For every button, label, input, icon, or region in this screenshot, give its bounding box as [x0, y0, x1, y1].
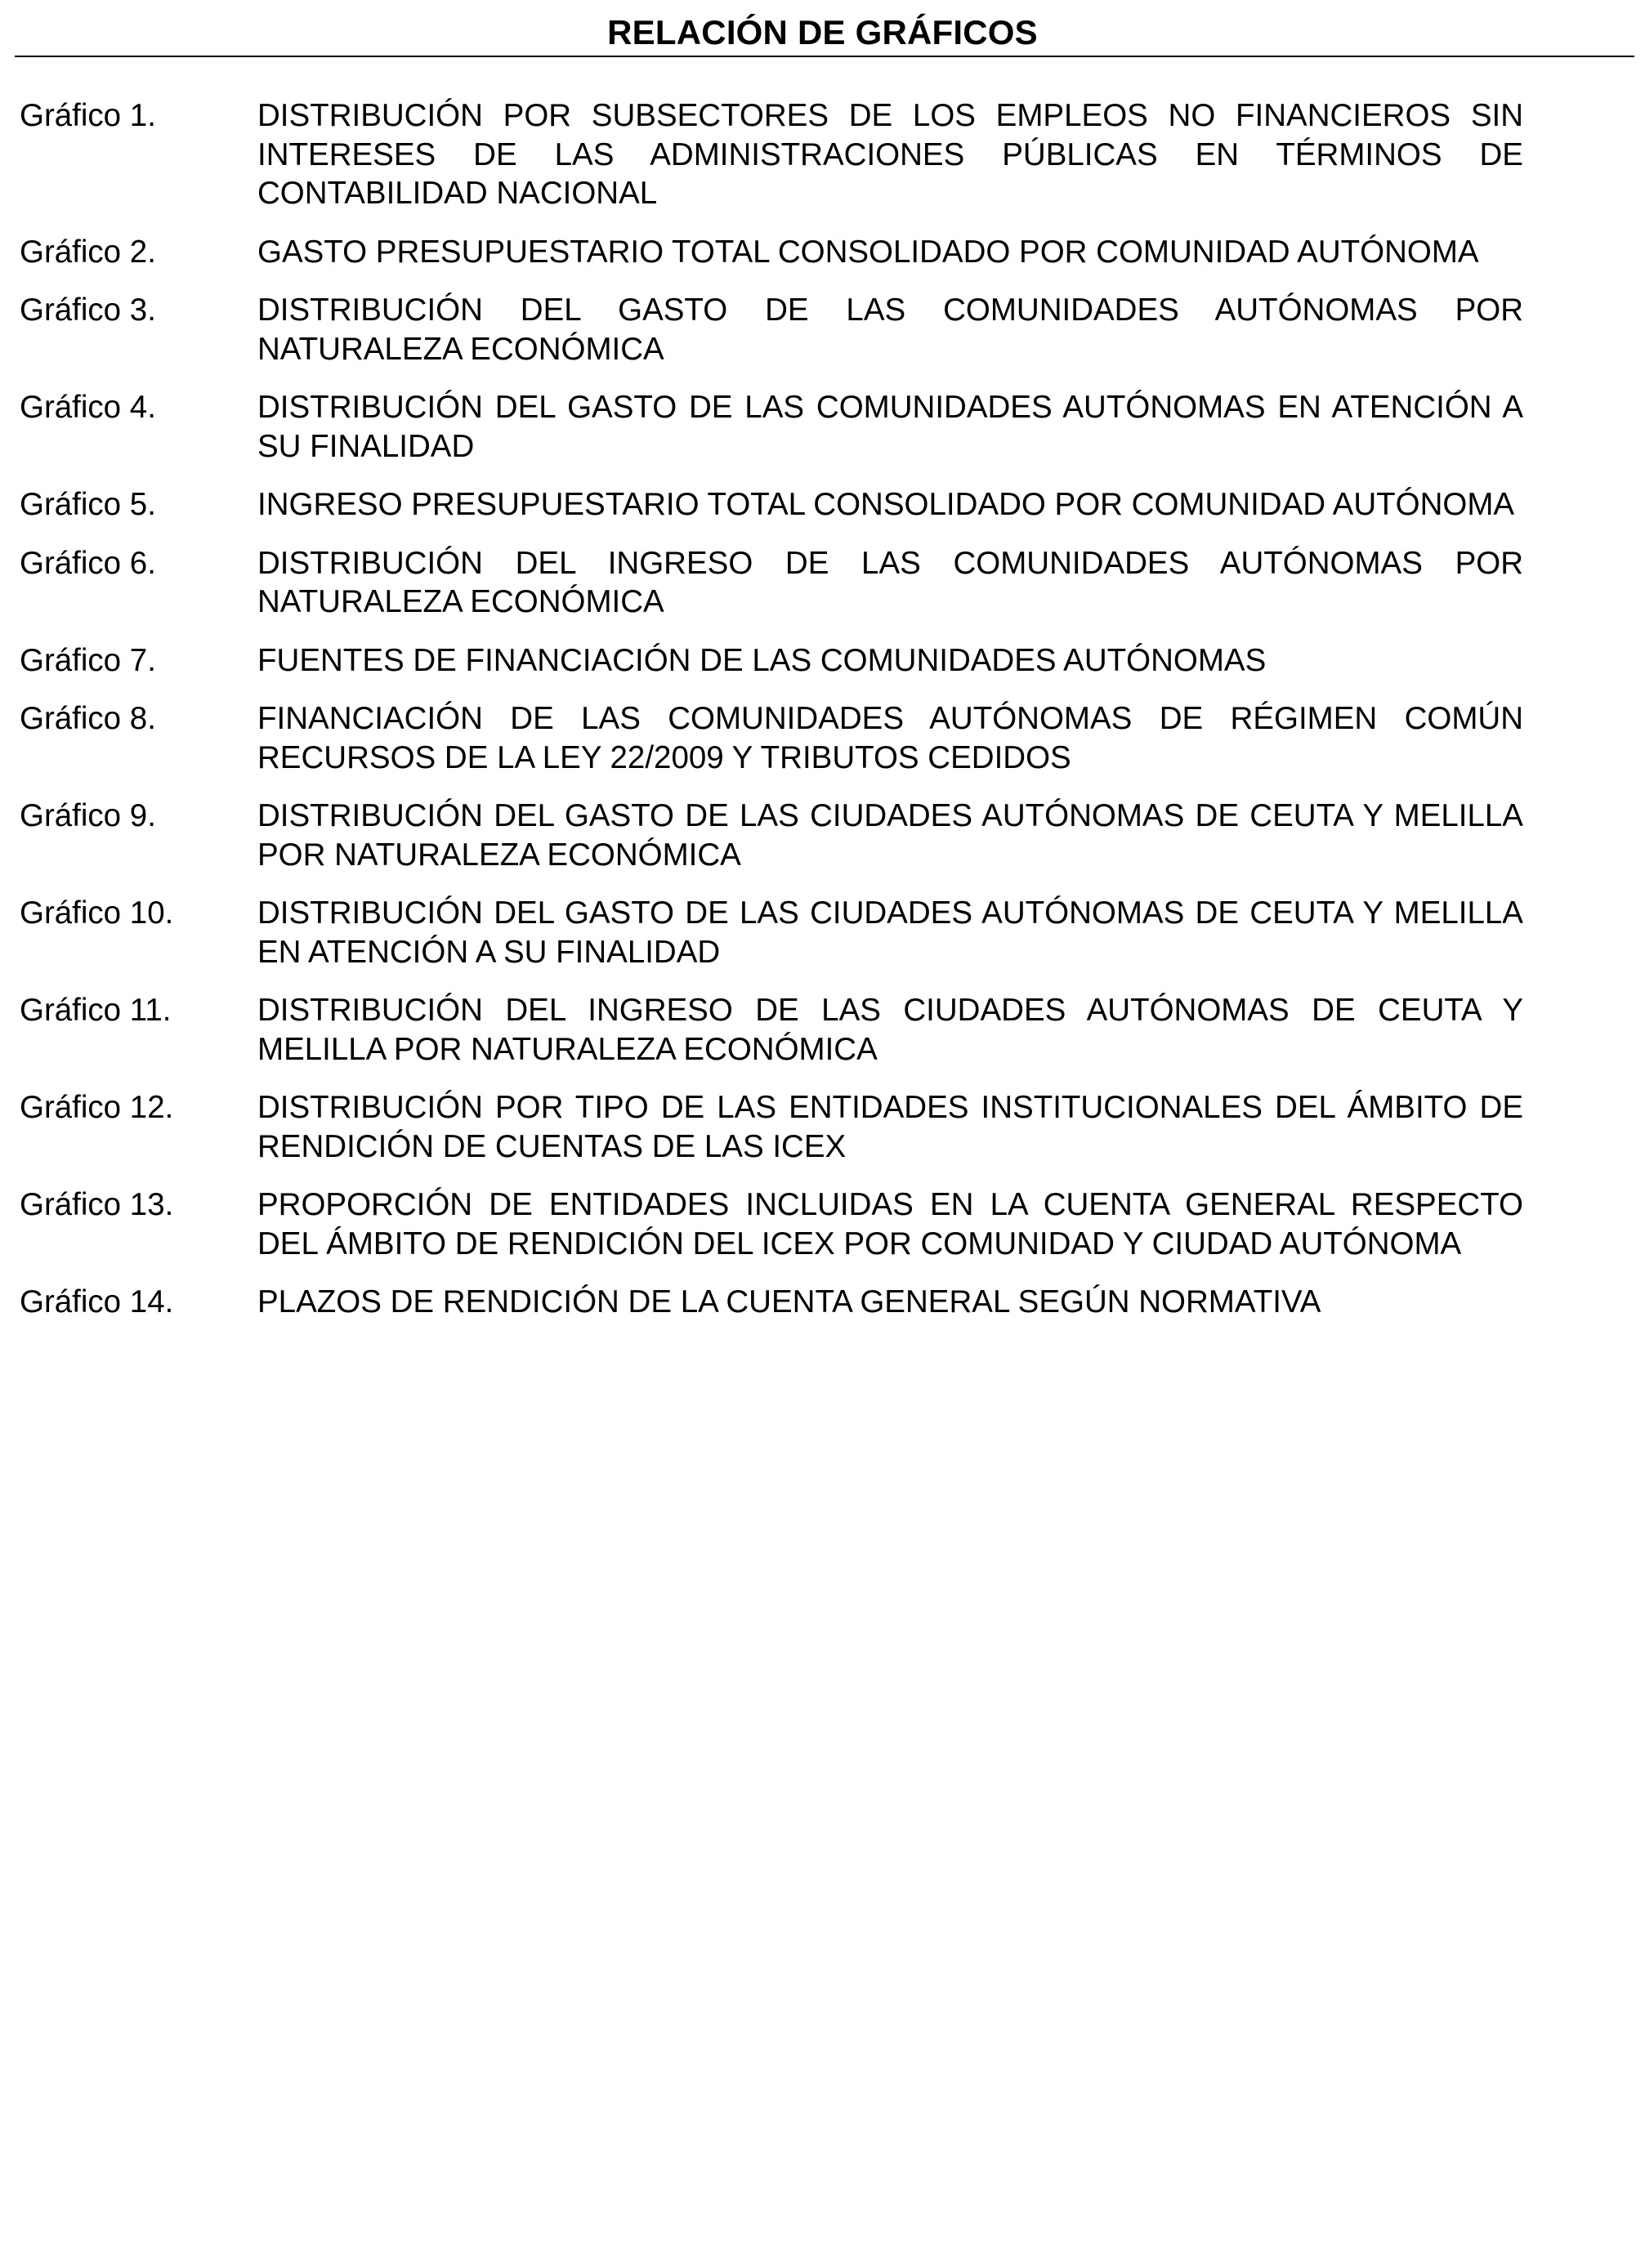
list-item — [20, 233, 1523, 272]
figure-description: PLAZOS DE RENDICIÓN DE LA CUENTA GENERAL SEGÚN NORMATIVA — [257, 1284, 1321, 1319]
figure-description: FINANCIACIÓN DE LAS COMUNIDADES AUTÓNOMAS DE RÉGIMEN COMÚN RECURSOS DE LA LEY 22/2009 Y TRIBUTOS CEDIDOS — [257, 701, 1523, 775]
figure-label: Gráfico 2. — [20, 234, 156, 270]
figure-description: FUENTES DE FINANCIACIÓN DE LAS COMUNIDADES AUTÓNOMAS — [257, 642, 1267, 678]
list-item — [20, 894, 1523, 971]
figure-description: GASTO PRESUPUESTARIO TOTAL CONSOLIDADO POR COMUNIDAD AUTÓNOMA — [257, 234, 1479, 270]
list-item — [20, 544, 1523, 622]
list-item — [20, 291, 1523, 368]
figure-label: Gráfico 6. — [20, 545, 156, 581]
list-item — [20, 1088, 1523, 1166]
figure-description: DISTRIBUCIÓN DEL GASTO DE LAS COMUNIDADES AUTÓNOMAS EN ATENCIÓN A SU FINALIDAD — [257, 390, 1523, 464]
figure-label: Gráfico 3. — [20, 292, 156, 328]
list-item — [20, 1283, 1523, 1322]
list-item — [20, 641, 1523, 681]
figure-description: INGRESO PRESUPUESTARIO TOTAL CONSOLIDADO POR COMUNIDAD AUTÓNOMA — [257, 487, 1515, 522]
list-item — [20, 699, 1523, 777]
figure-label: Gráfico 4. — [20, 390, 156, 425]
figure-description: DISTRIBUCIÓN POR TIPO DE LAS ENTIDADES INSTITUCIONALES DEL ÁMBITO DE RENDICIÓN DE CUENTAS DE LAS ICEX — [257, 1090, 1523, 1164]
figure-description: DISTRIBUCIÓN DEL INGRESO DE LAS COMUNIDADES AUTÓNOMAS POR NATURALEZA ECONÓMICA — [257, 545, 1523, 619]
title-divider — [15, 56, 1634, 57]
figure-description: DISTRIBUCIÓN DEL GASTO DE LAS COMUNIDADES AUTÓNOMAS POR NATURALEZA ECONÓMICA — [257, 292, 1523, 367]
figure-description: DISTRIBUCIÓN DEL GASTO DE LAS CIUDADES AUTÓNOMAS DE CEUTA Y MELILLA EN ATENCIÓN A SU FINALIDAD — [257, 895, 1523, 970]
figure-label: Gráfico 8. — [20, 701, 156, 736]
figure-description: DISTRIBUCIÓN POR SUBSECTORES DE LOS EMPLEOS NO FINANCIEROS SIN INTERESES DE LAS ADMINISTRACIONES PÚBLICAS EN TÉRMINOS DE CONTABILIDAD NACIONAL — [257, 98, 1523, 211]
list-item — [20, 388, 1523, 466]
figure-label: Gráfico 5. — [20, 487, 156, 522]
list-item — [20, 485, 1523, 525]
page-title: RELACIÓN DE GRÁFICOS — [607, 13, 1038, 51]
figure-label: Gráfico 7. — [20, 642, 156, 678]
figure-description: PROPORCIÓN DE ENTIDADES INCLUIDAS EN LA CUENTA GENERAL RESPECTO DEL ÁMBITO DE RENDICIÓN DEL ICEX POR COMUNIDAD Y CIUDAD AUTÓNOMA — [257, 1187, 1523, 1261]
list-item — [20, 96, 1523, 213]
figure-label: Gráfico 10. — [20, 895, 174, 931]
figure-label: Gráfico 9. — [20, 798, 156, 833]
list-item — [20, 1185, 1523, 1263]
figure-label: Gráfico 12. — [20, 1090, 174, 1125]
figure-list — [20, 96, 1523, 1342]
figure-label: Gráfico 11. — [20, 993, 172, 1028]
figure-label: Gráfico 1. — [20, 98, 156, 133]
list-item — [20, 991, 1523, 1069]
list-item — [20, 797, 1523, 874]
figure-description: DISTRIBUCIÓN DEL INGRESO DE LAS CIUDADES AUTÓNOMAS DE CEUTA Y MELILLA POR NATURALEZA ECONÓMICA — [257, 993, 1523, 1067]
figure-label: Gráfico 13. — [20, 1187, 174, 1222]
figure-label: Gráfico 14. — [20, 1284, 174, 1319]
figure-description: DISTRIBUCIÓN DEL GASTO DE LAS CIUDADES AUTÓNOMAS DE CEUTA Y MELILLA POR NATURALEZA ECONÓMICA — [257, 798, 1523, 873]
